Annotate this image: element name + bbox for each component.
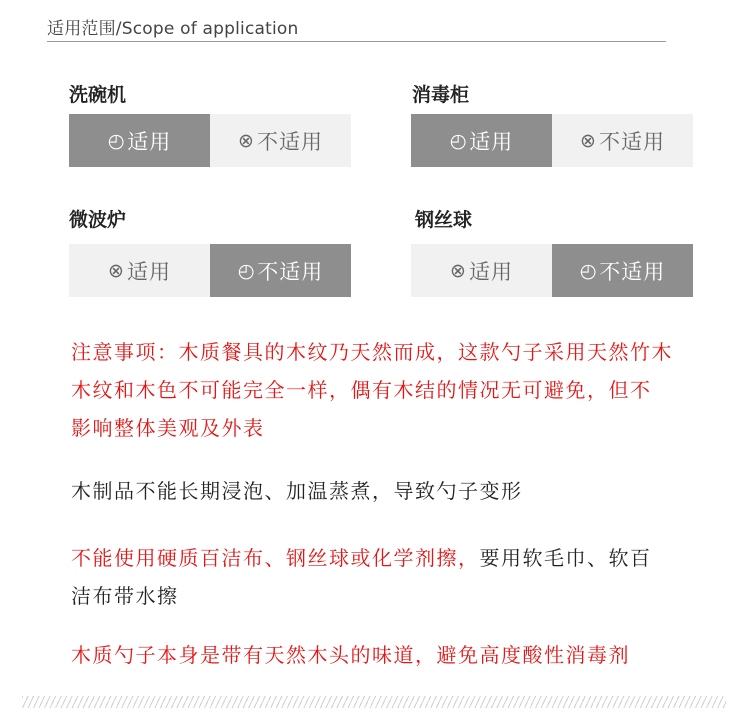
option-applicable: ⊗ 适用 xyxy=(411,244,552,297)
header-divider xyxy=(47,41,666,42)
option-not-applicable: ◴ 不适用 xyxy=(552,244,693,297)
option-not-applicable: ⊗ 不适用 xyxy=(210,114,351,167)
item-title-dishwasher: 洗碗机 xyxy=(69,84,127,106)
check-circle-icon: ◴ xyxy=(237,259,256,282)
note-wood-grain: 注意事项：木质餐具的木纹乃天然而成，这款勺子采用天然竹木 木纹和木色不可能完全一样，偶有木结的情况无可避免，但不 影响整体美观及外表 xyxy=(71,340,673,440)
applicability-toggle-disinfection-cabinet xyxy=(411,114,693,167)
item-title-microwave: 微波炉 xyxy=(69,209,127,231)
option-not-applicable: ◴ 不适用 xyxy=(210,244,351,297)
check-circle-icon: ◴ xyxy=(449,129,468,152)
applicability-toggle-steel-wool xyxy=(411,244,693,297)
option-not-applicable: ⊗ 不适用 xyxy=(552,114,693,167)
option-applicable: ⊗ 适用 xyxy=(69,244,210,297)
item-title-steel-wool: 钢丝球 xyxy=(415,209,473,231)
note-natural-smell: 木质勺子本身是带有天然木头的味道，避免高度酸性消毒剂 xyxy=(71,643,630,667)
x-circle-icon: ⊗ xyxy=(450,259,467,282)
x-circle-icon: ⊗ xyxy=(238,129,255,152)
check-circle-icon: ◴ xyxy=(107,129,126,152)
option-applicable: ◴ 适用 xyxy=(411,114,552,167)
section-title: 适用范围/Scope of application xyxy=(47,19,299,39)
item-title-disinfection-cabinet: 消毒柜 xyxy=(412,84,470,106)
x-circle-icon: ⊗ xyxy=(580,129,597,152)
note-no-soaking: 木制品不能长期浸泡、加温蒸煮，导致勺子变形 xyxy=(71,479,523,503)
applicability-toggle-microwave xyxy=(69,244,351,297)
x-circle-icon: ⊗ xyxy=(108,259,125,282)
applicability-toggle-dishwasher xyxy=(69,114,351,167)
check-circle-icon: ◴ xyxy=(579,259,598,282)
decorative-hatch-strip xyxy=(22,696,726,708)
note-cleaning: 不能使用硬质百洁布、钢丝球或化学剂擦，要用软毛巾、软百 洁布带水擦 xyxy=(71,546,652,608)
option-applicable: ◴ 适用 xyxy=(69,114,210,167)
